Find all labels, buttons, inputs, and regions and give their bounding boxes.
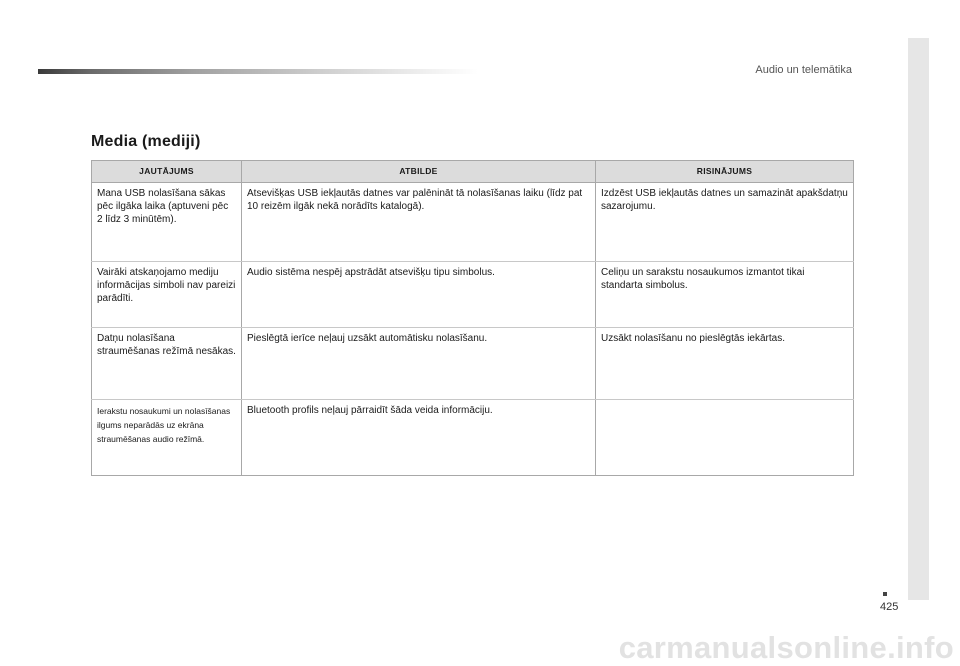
solution-cell: Uzsākt nolasīšanu no pieslēgtās iekārtas. — [596, 328, 854, 400]
table-row — [92, 400, 854, 476]
column-header-solution: RISINĀJUMS — [596, 161, 854, 183]
solution-cell: Celiņu un sarakstu nosaukumos izmantot tikai standarta simbolus. — [596, 262, 854, 328]
table-row — [92, 183, 854, 262]
side-strip — [908, 38, 929, 600]
header-gradient-bar — [38, 69, 478, 74]
page-marker-dot — [883, 592, 887, 596]
table-row — [92, 262, 854, 328]
watermark: carmanualsonline.info — [618, 630, 954, 665]
question-cell: Mana USB nolasīšana sākas pēc ilgāka laika (aptuveni pēc 2 līdz 3 minūtēm). — [92, 183, 242, 262]
column-header-answer: ATBILDE — [242, 161, 596, 183]
table-row — [92, 328, 854, 400]
section-header: Audio un telemātika — [755, 64, 852, 76]
answer-cell: Pieslēgtā ierīce neļauj uzsākt automātisku nolasīšanu. — [242, 328, 596, 400]
question-cell: Vairāki atskaņojamo mediju informācijas simboli nav pareizi parādīti. — [92, 262, 242, 328]
solution-cell: Izdzēst USB iekļautās datnes un samazināt apakšdatņu sazarojumu. — [596, 183, 854, 262]
answer-cell: Atsevišķas USB iekļautās datnes var palēnināt tā nolasīšanas laiku (līdz pat 10 reizēm ilgāk nekā norādīts katalogā). — [242, 183, 596, 262]
table-header-row — [92, 161, 854, 183]
answer-cell: Bluetooth profils neļauj pārraidīt šāda veida informāciju. — [242, 400, 596, 476]
solution-cell — [596, 400, 854, 476]
faq-table — [91, 160, 854, 476]
question-cell: Ierakstu nosaukumi un nolasīšanas ilgums neparādās uz ekrāna straumēšanas audio režīmā. — [92, 400, 242, 476]
page-number: 425 — [880, 601, 899, 613]
question-cell: Datņu nolasīšana straumēšanas režīmā nesākas. — [92, 328, 242, 400]
column-header-question: JAUTĀJUMS — [92, 161, 242, 183]
answer-cell: Audio sistēma nespēj apstrādāt atsevišķu tipu simbolus. — [242, 262, 596, 328]
page-title: Media (mediji) — [91, 133, 201, 150]
